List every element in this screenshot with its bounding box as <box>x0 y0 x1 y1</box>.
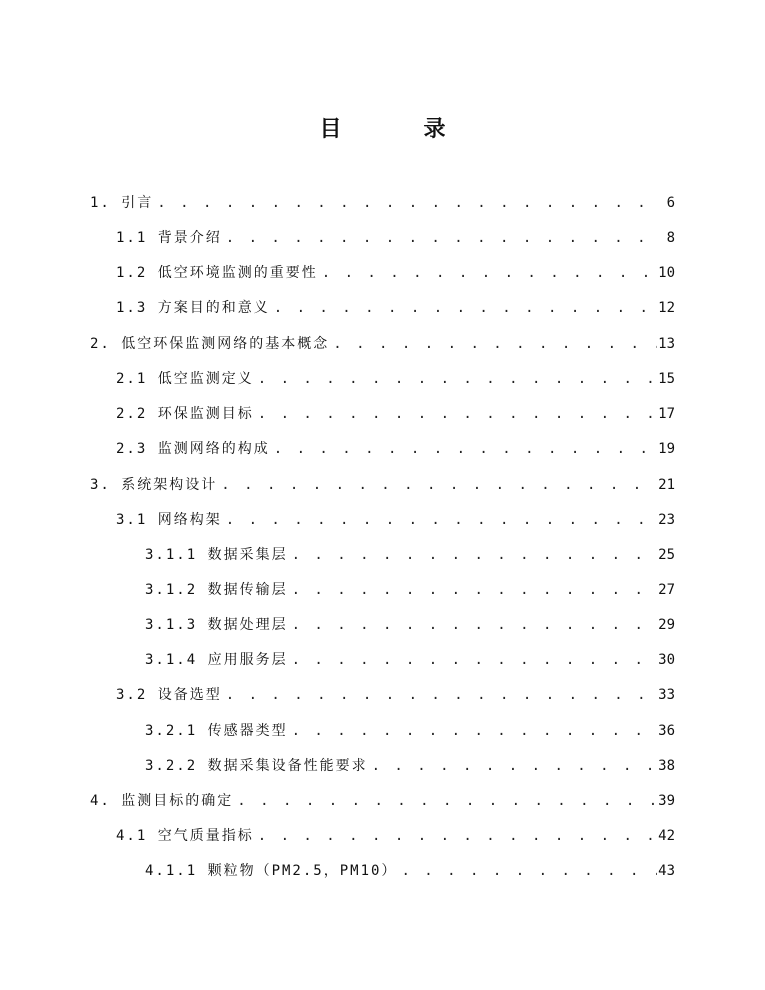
toc-page-number: 8 <box>666 230 675 246</box>
toc-page-number: 25 <box>658 547 675 563</box>
toc-entry[interactable] <box>116 364 675 394</box>
toc-leader-dots <box>288 610 657 640</box>
toc-entry[interactable] <box>90 188 675 218</box>
toc-page-number: 10 <box>658 265 675 281</box>
toc-leader-dots <box>153 188 657 218</box>
toc-leader-dots <box>318 258 657 288</box>
toc-page-number: 27 <box>658 582 675 598</box>
toc-entry-title: 3.1.3 数据处理层 <box>145 617 288 633</box>
toc-entry-title: 3.2 设备选型 <box>116 687 222 703</box>
toc-page-number: 12 <box>658 300 675 316</box>
toc-page-number: 39 <box>658 793 675 809</box>
toc-entry[interactable] <box>116 293 675 323</box>
toc-entry-title: 2.1 低空监测定义 <box>116 371 254 387</box>
toc-page-number: 6 <box>666 195 675 211</box>
toc-entry[interactable] <box>116 258 675 288</box>
toc-page-number: 17 <box>658 406 675 422</box>
toc-entry-title: 4.1 空气质量指标 <box>116 828 254 844</box>
toc-page-number: 29 <box>658 617 675 633</box>
toc-entry-title: 3.2.2 数据采集设备性能要求 <box>145 758 368 774</box>
toc-entry-title: 3.1 网络构架 <box>116 512 222 528</box>
toc-page-number: 42 <box>658 828 675 844</box>
toc-entry-title: 3.1.2 数据传输层 <box>145 582 288 598</box>
toc-entry-title: 3.1.1 数据采集层 <box>145 547 288 563</box>
toc-entry[interactable] <box>145 610 675 640</box>
toc-page-number: 19 <box>658 441 675 457</box>
toc-entry[interactable] <box>145 645 675 675</box>
toc-entry-title: 3. 系统架构设计 <box>90 477 218 493</box>
toc-leader-dots <box>222 223 657 253</box>
toc-leader-dots <box>329 329 657 359</box>
toc-entry[interactable] <box>116 680 675 710</box>
toc-leader-dots <box>217 470 657 500</box>
toc-entry-title: 2. 低空环保监测网络的基本概念 <box>90 336 330 352</box>
toc-entry-title: 2.3 监测网络的构成 <box>116 441 270 457</box>
page-title: 目 录 <box>319 117 476 142</box>
toc-page-number: 38 <box>658 758 675 774</box>
toc-entry-title: 3.1.4 应用服务层 <box>145 652 288 668</box>
toc-page-number: 33 <box>658 687 675 703</box>
toc-leader-dots <box>288 575 657 605</box>
toc-entry-title: 4.1.1 颗粒物（PM2.5，PM10） <box>145 863 398 879</box>
toc-page-number: 36 <box>658 723 675 739</box>
toc-entry[interactable] <box>145 856 675 886</box>
toc-entry[interactable] <box>145 575 675 605</box>
toc-leader-dots <box>288 540 657 570</box>
toc-entry-title: 1.3 方案目的和意义 <box>116 300 270 316</box>
toc-leader-dots <box>270 293 657 323</box>
toc-leader-dots <box>288 645 657 675</box>
toc-page-number: 43 <box>658 863 675 879</box>
toc-leader-dots <box>254 399 657 429</box>
toc-leader-dots <box>222 680 657 710</box>
toc-entry[interactable] <box>90 786 675 816</box>
toc-entry[interactable] <box>116 434 675 464</box>
toc-entry[interactable] <box>90 329 675 359</box>
toc-page-number: 30 <box>658 652 675 668</box>
toc-entry-title: 1. 引言 <box>90 195 154 211</box>
toc-entry[interactable] <box>145 751 675 781</box>
toc-leader-dots <box>270 434 657 464</box>
toc-entry[interactable] <box>116 505 675 535</box>
toc-entry[interactable] <box>116 223 675 253</box>
toc-page-number: 13 <box>658 336 675 352</box>
toc-page-number: 15 <box>658 371 675 387</box>
toc-entry[interactable] <box>145 540 675 570</box>
toc-entry-title: 4. 监测目标的确定 <box>90 793 234 809</box>
toc-leader-dots <box>288 716 657 746</box>
toc-leader-dots <box>233 786 657 816</box>
toc-entry-title: 1.1 背景介绍 <box>116 230 222 246</box>
toc-page-number: 23 <box>658 512 675 528</box>
toc-entry[interactable] <box>116 399 675 429</box>
toc-page-number: 21 <box>658 477 675 493</box>
toc-leader-dots <box>368 751 657 781</box>
toc-leader-dots <box>254 364 657 394</box>
toc-entry[interactable] <box>116 821 675 851</box>
toc-leader-dots <box>397 856 657 886</box>
toc-entry-title: 1.2 低空环境监测的重要性 <box>116 265 318 281</box>
toc-entry-title: 3.2.1 传感器类型 <box>145 723 288 739</box>
toc-entry-title: 2.2 环保监测目标 <box>116 406 254 422</box>
toc-entry[interactable] <box>145 716 675 746</box>
toc-entry[interactable] <box>90 470 675 500</box>
toc-leader-dots <box>222 505 657 535</box>
toc-leader-dots <box>254 821 657 851</box>
